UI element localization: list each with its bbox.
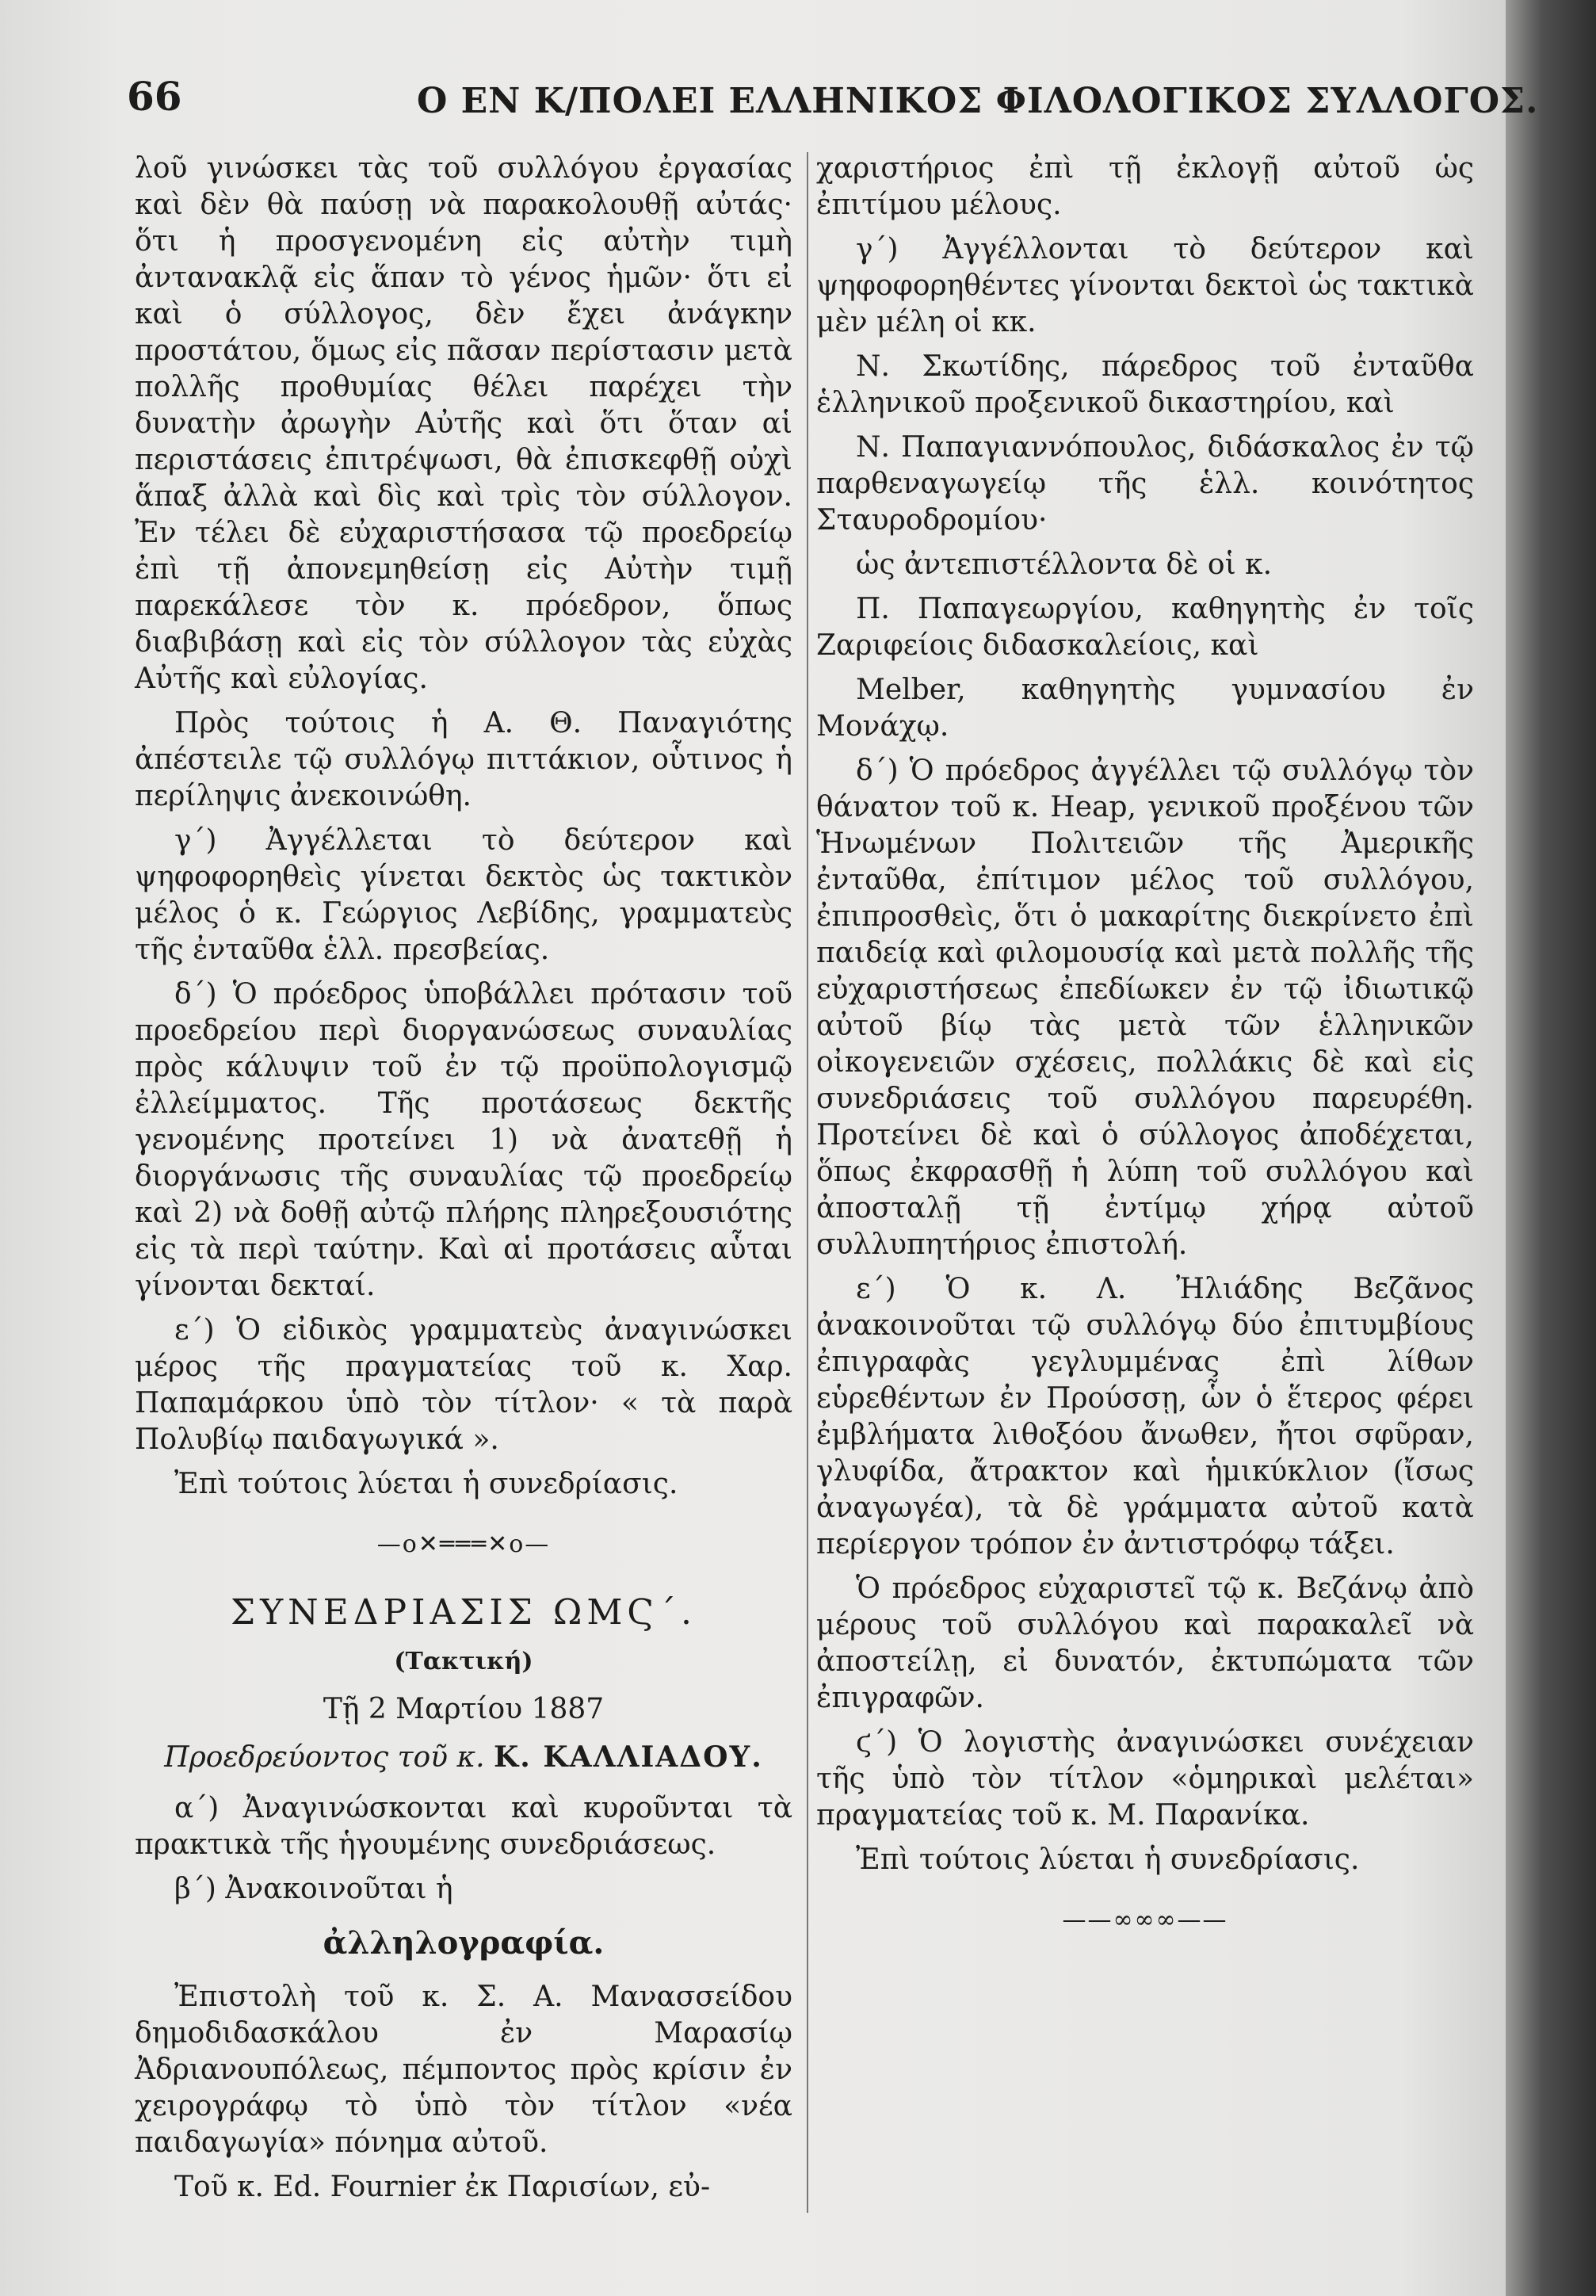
ornament-divider: —o✕═══✕o— xyxy=(376,1530,551,1558)
paragraph: δ΄) Ὁ πρόεδρος ὑποβάλλει πρότασιν τοῦ προεδρείου περὶ διοργανώσεως συναυλίας πρὸς κάλυψιν τοῦ ἐν τῷ προϋπολογισμῷ ἐλλείμματος. Τῆς προτάσεως δεκτῆς γενομένης προτείνει 1) νὰ ἀνατεθῇ ἡ διοργάνωσις τῆς συναυλίας τῷ προεδρείῳ καὶ 2) νὰ δοθῇ αὐτῷ πλήρης πληρεξουσιότης εἰς τὰ περὶ ταύτην. Καὶ αἱ προτάσεις αὗται γίνονται δεκταί. xyxy=(135,978,792,1302)
paragraph: λοῦ γινώσκει τὰς τοῦ συλλόγου ἐργασίας καὶ δὲν θὰ παύσῃ νὰ παρακολουθῇ αὐτάς· ὅτι ἡ προσγενομένη εἰς αὐτὴν τιμὴ ἀντανακλᾷ εἰς ἅπαν τὸ γένος ἡμῶν· ὅτι εἰ καὶ ὁ σύλλογος, δὲν ἔχει ἀνάγκην προστάτου, ὅμως εἰς πᾶσαν περίστασιν μετὰ πολλῆς προθυμίας θέλει παρέχει τὴν δυνατὴν ἀρωγὴν Αὐτῆς καὶ ὅτι ὅταν αἱ περιστάσεις ἐπιτρέψωσι, θὰ ἐπισκεφθῇ οὐχὶ ἅπαξ ἀλλὰ καὶ δὶς καὶ τρὶς τὸν σύλλογον. Ἐν τέλει δὲ εὐχαριστήσασα τῷ προεδρείῳ ἐπὶ τῇ ἀπονεμηθείσῃ εἰς Αὐτὴν τιμῇ παρεκάλεσε τὸν κ. πρόεδρον, ὅπως διαβιβάσῃ καὶ εἰς τὸν σύλλογον τὰς εὐχὰς Αὐτῆς καὶ εὐλογίας. xyxy=(135,152,792,695)
session-date: Τῇ 2 Μαρτίου 1887 xyxy=(323,1693,605,1725)
paragraph: Ὁ πρόεδρος εὐχαριστεῖ τῷ κ. Βεζάνῳ ἀπὸ μέρους τοῦ συλλόγου καὶ παρακαλεῖ νὰ ἀποστείλῃ, εἰ δυνατόν, ἐκτυπώματα τῶν ἐπιγραφῶν. xyxy=(816,1572,1474,1714)
correspondence-heading: ἀλληλογραφία. xyxy=(323,1924,605,1962)
paragraph: Πρὸς τούτοις ἡ Α. Θ. Παναγιότης ἀπέστειλε τῷ συλλόγῳ πιττάκιον, οὗτινος ἡ περίληψις ἀνεκοινώθη. xyxy=(135,707,792,812)
paragraph: γ΄) Ἀγγέλλεται τὸ δεύτερον καὶ ψηφοφορηθεὶς γίνεται δεκτὸς ὡς τακτικὸν μέλος ὁ κ. Γεώργιος Λεβίδης, γραμματεὺς τῆς ἐνταῦθα ἑλλ. πρεσβείας. xyxy=(135,824,792,966)
presiding-name: Κ. ΚΑΛΛΙΑΔΟΥ. xyxy=(494,1740,763,1774)
ornament-divider: ——∞∞∞—— xyxy=(1062,1906,1228,1934)
paragraph: γ΄) Ἀγγέλλονται τὸ δεύτερον καὶ ψηφοφορηθέντες γίνονται δεκτοὶ ὡς τακτικὰ μὲν μέλη οἱ κκ. xyxy=(816,233,1474,338)
paragraph: χαριστήριος ἐπὶ τῇ ἐκλογῇ αὐτοῦ ὡς ἐπιτίμου μέλους. xyxy=(816,152,1474,221)
paragraph: ε΄) Ὁ εἰδικὸς γραμματεὺς ἀναγινώσκει μέρος τῆς πραγματείας τοῦ κ. Χαρ. Παπαμάρκου ὑπὸ τὸν τίτλον· « τὰ παρὰ Πολυβίῳ παιδαγωγικά ». xyxy=(135,1314,792,1456)
paragraph: β΄) Ἀνακοινοῦται ἡ xyxy=(174,1873,453,1905)
right-column xyxy=(816,151,1474,1962)
presiding-line xyxy=(135,1739,792,1776)
left-column xyxy=(135,151,792,2214)
paragraph: Τοῦ κ. Ed. Fournier ἐκ Παρισίων, εὐ- xyxy=(174,2171,711,2203)
paragraph: Ἐπιστολὴ τοῦ κ. Σ. Α. Μανασσείδου δημοδιδασκάλου ἐν Μαρασίῳ Ἀδριανουπόλεως, πέμποντος πρὸς κρίσιν ἐν χειρογράφῳ τὸ ὑπὸ τὸν τίτλον «νέα παιδαγωγία» πόνημα αὐτοῦ. xyxy=(135,1981,792,2159)
session-title: ΣΥΝΕΔΡΙΑΣΙΣ ΩΜϚ΄. xyxy=(230,1592,697,1633)
running-title: Ο ΕΝ Κ/ΠΟΛΕΙ ΕΛΛΗΝΙΚΟΣ ΦΙΛΟΛΟΓΙΚΟΣ ΣΥΛΛΟΓΟΣ. xyxy=(417,81,1539,121)
paragraph: ὡς ἀντεπιστέλλοντα δὲ οἱ κ. xyxy=(856,548,1273,581)
page-number: 66 xyxy=(127,73,182,120)
session-type: (Τακτική) xyxy=(394,1648,533,1675)
paragraph: ϛ΄) Ὁ λογιστὴς ἀναγινώσκει συνέχειαν τῆς ὑπὸ τὸν τίτλον «ὁμηρικαὶ μελέται» πραγματείας τοῦ κ. Μ. Παρανίκα. xyxy=(816,1726,1474,1832)
page-edge-shadow xyxy=(1506,0,1596,2296)
paragraph: δ΄) Ὁ πρόεδρος ἀγγέλλει τῷ συλλόγῳ τὸν θάνατον τοῦ κ. Heap, γενικοῦ προξένου τῶν Ἡνωμένων Πολιτειῶν τῆς Ἀμερικῆς ἐνταῦθα, ἐπίτιμον μέλος τοῦ συλλόγου, ἐπιπροσθεὶς, ὅτι ὁ μακαρίτης διεκρίνετο ἐπὶ παιδείᾳ καὶ φιλομουσίᾳ καὶ μετὰ πολλῆς τῆς εὐχαριστήσεως ἐπεδίωκεν ἐν τῷ ἰδιωτικῷ αὐτοῦ βίῳ τὰς μετὰ τῶν ἑλληνικῶν οἰκογενειῶν σχέσεις, πολλάκις δὲ καὶ εἰς συνεδριάσεις τοῦ συλλόγου παρευρέθη. Προτείνει δὲ καὶ ὁ σύλλογος ἀποδέχεται, ὅπως ἐκφρασθῇ ἡ λύπη τοῦ συλλόγου καὶ ἀποσταλῇ τῇ ἐντίμῳ χήρᾳ αὐτοῦ συλλυπητήριος ἐπιστολή. xyxy=(816,755,1474,1261)
paragraph: Ν. Σκωτίδης, πάρεδρος τοῦ ἐνταῦθα ἑλληνικοῦ προξενικοῦ δικαστηρίου, καὶ xyxy=(816,350,1474,419)
column-rule xyxy=(807,152,808,2213)
paragraph: Ν. Παπαγιαννόπουλος, διδάσκαλος ἐν τῷ παρθεναγωγείῳ τῆς ἑλλ. κοινότητος Σταυροδρομίου· xyxy=(816,431,1474,537)
paragraph: Ἐπὶ τούτοις λύεται ἡ συνεδρίασις. xyxy=(174,1468,678,1500)
page-header xyxy=(127,73,1539,136)
paragraph: Melber, καθηγητὴς γυμνασίου ἐν Μονάχῳ. xyxy=(816,674,1474,743)
paragraph: ε΄) Ὁ κ. Λ. Ἠλιάδης Βεζᾶνος ἀνακοινοῦται τῷ συλλόγῳ δύο ἐπιτυμβίους ἐπιγραφὰς γεγλυμμένας ἐπὶ λίθων εὑρεθέντων ἐν Προύσσῃ, ὧν ὁ ἕτερος φέρει ἐμβλήματα λιθοξόου ἄνωθεν, ἤτοι σφῦραν, γλυφίδα, ἄτρακτον καὶ ἡμικύκλιον (ἴσως ἀναγωγέα), τὰ δὲ γράμματα αὐτοῦ κατὰ περίεργον τρόπον ἐν ἀντιστρόφῳ τάξει. xyxy=(816,1273,1474,1561)
presiding-prefix: Προεδρεύοντος τοῦ κ. xyxy=(164,1741,485,1774)
paragraph: α΄) Ἀναγινώσκονται καὶ κυροῦνται τὰ πρακτικὰ τῆς ἡγουμένης συνεδριάσεως. xyxy=(135,1792,792,1861)
paragraph: Ἐπὶ τούτοις λύεται ἡ συνεδρίασις. xyxy=(856,1843,1360,1876)
paragraph: Π. Παπαγεωργίου, καθηγητὴς ἐν τοῖς Ζαριφείοις διδασκαλείοις, καὶ xyxy=(816,593,1474,662)
